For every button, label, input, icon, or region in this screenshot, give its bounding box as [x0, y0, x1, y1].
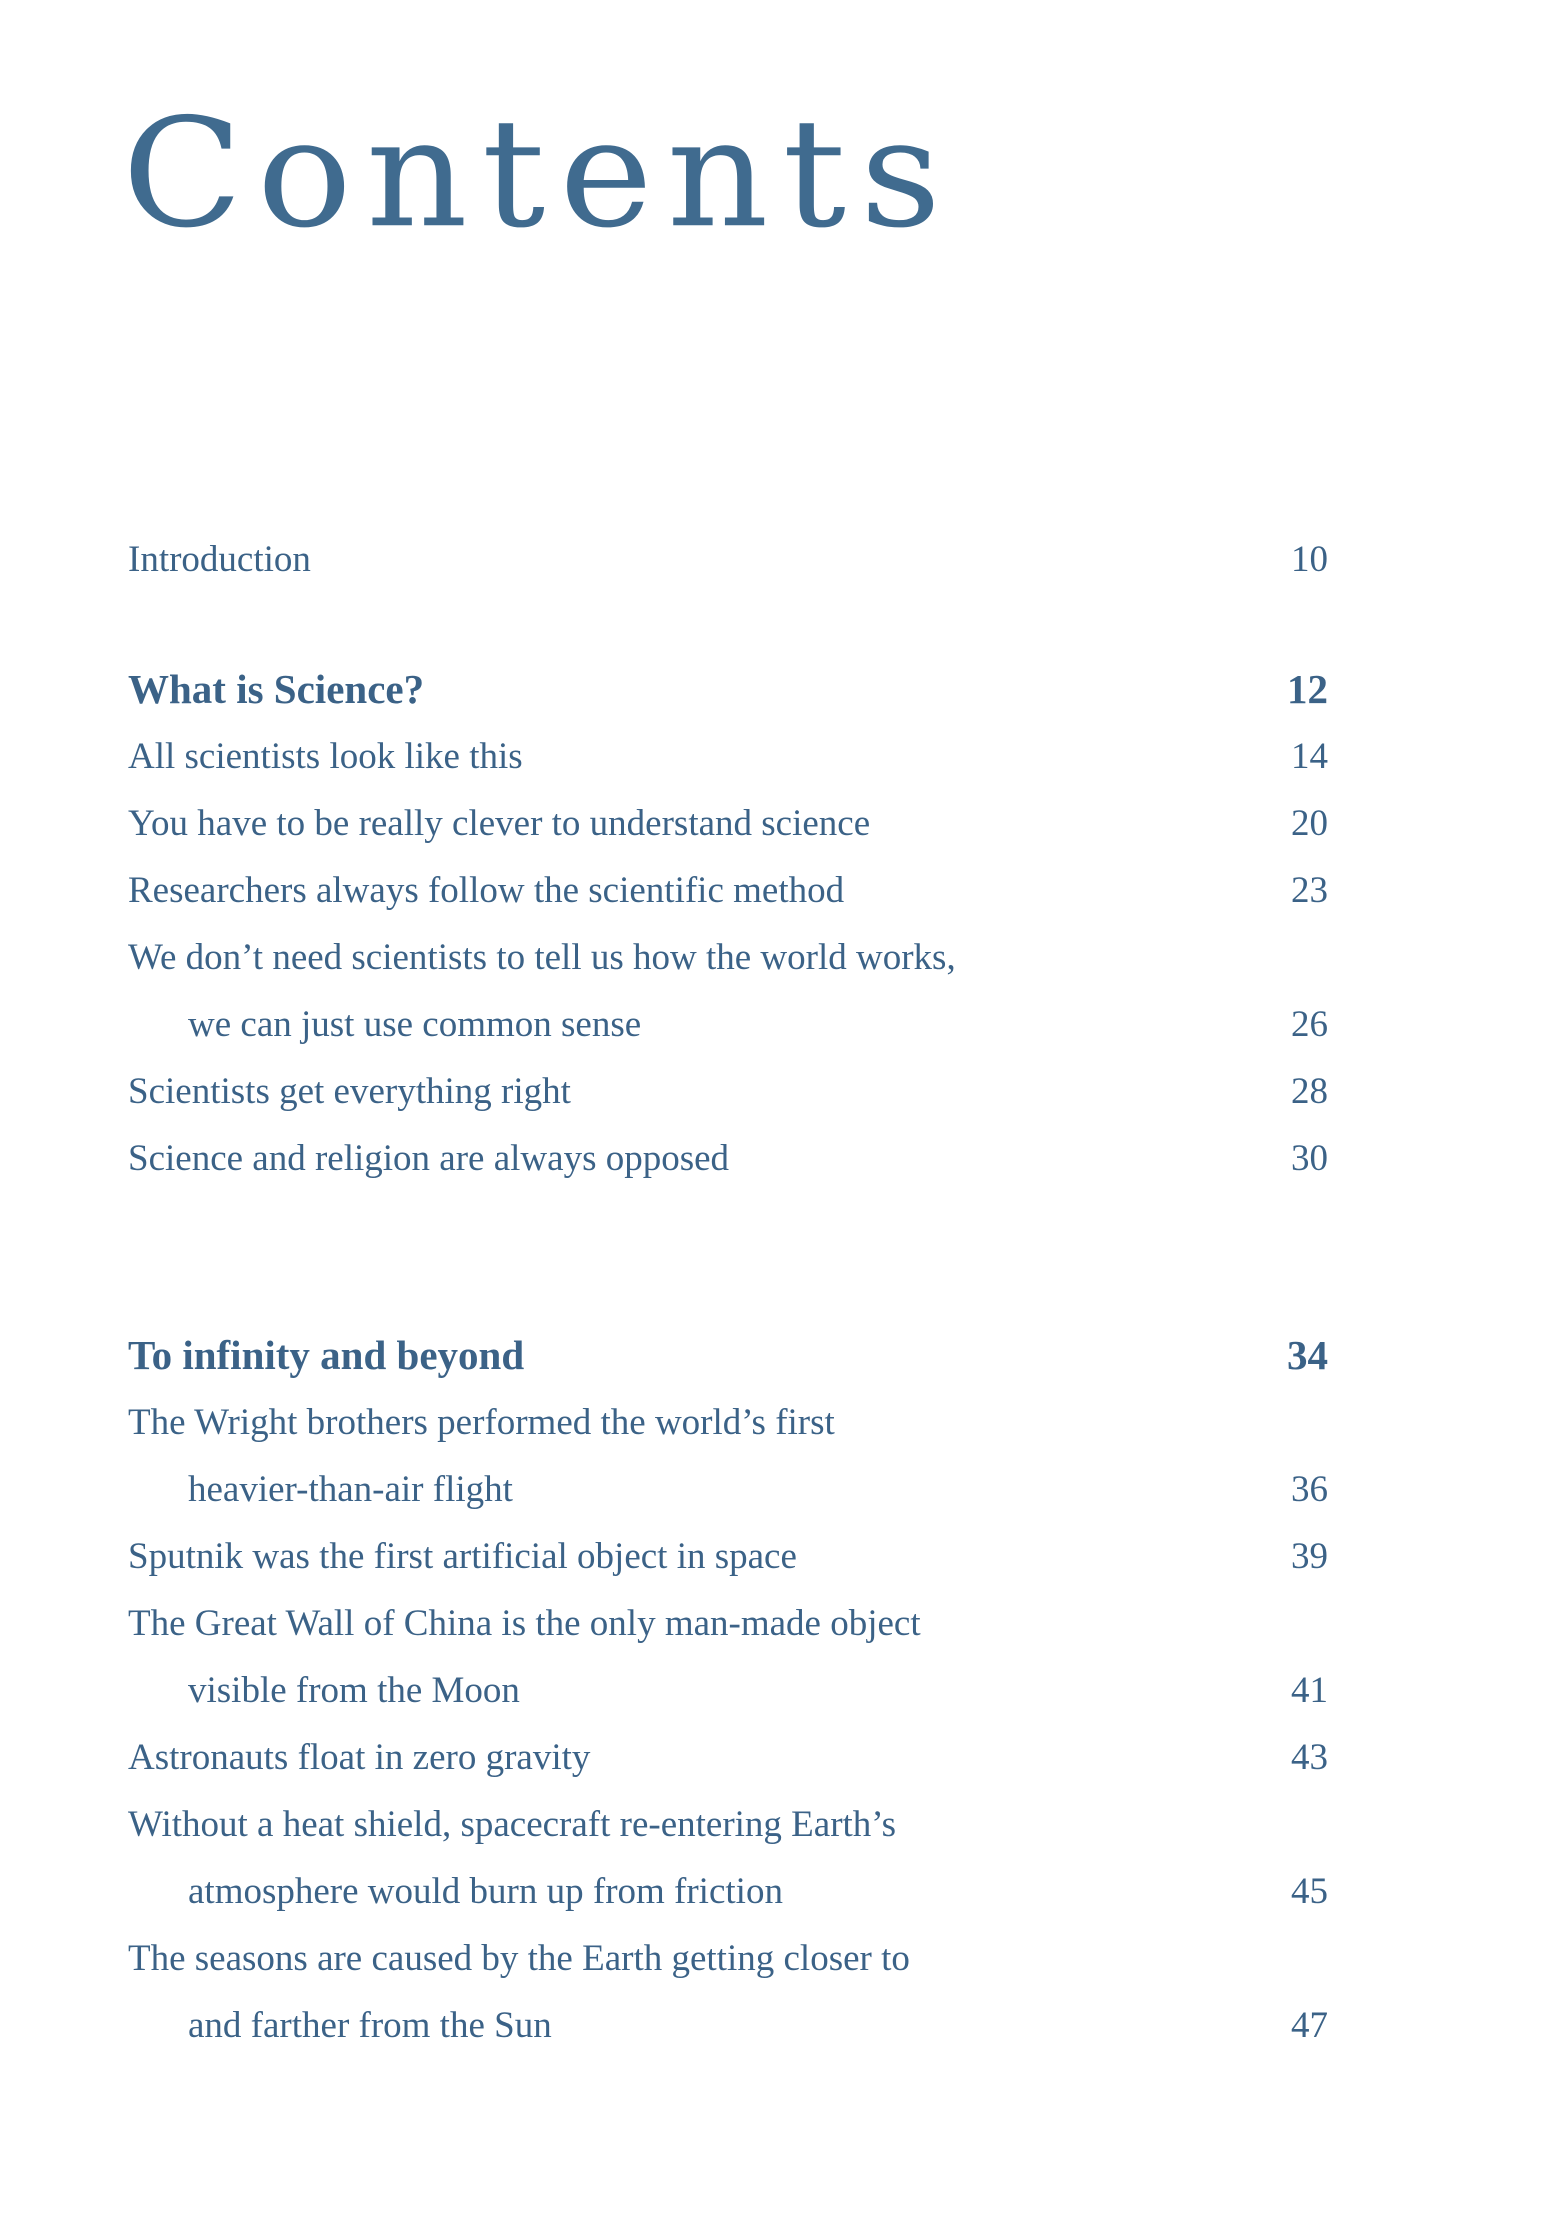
page-title: Contents: [122, 86, 956, 262]
entry-page: 45: [1291, 1871, 1328, 1912]
toc-entry-continuation[interactable]: [128, 1456, 1328, 1523]
entry-page: 20: [1291, 803, 1328, 844]
entry-page: 36: [1291, 1469, 1328, 1510]
toc-entry[interactable]: [128, 1389, 1328, 1456]
entry-title: Introduction: [128, 539, 311, 580]
toc-entry-continuation[interactable]: [128, 1858, 1328, 1925]
entry-title: The seasons are caused by the Earth getting closer to: [128, 1938, 910, 1979]
entry-page: 23: [1291, 870, 1328, 911]
entry-title: atmosphere would burn up from friction: [188, 1871, 783, 1912]
toc-entry[interactable]: [128, 857, 1328, 924]
entry-title: All scientists look like this: [128, 736, 523, 777]
section-page: 34: [1287, 1332, 1328, 1378]
toc-entry[interactable]: [128, 1724, 1328, 1791]
entry-title: visible from the Moon: [188, 1670, 520, 1711]
toc-entry[interactable]: [128, 1925, 1328, 1992]
entry-title: The Great Wall of China is the only man-made object: [128, 1603, 921, 1644]
toc-entry[interactable]: [128, 1590, 1328, 1657]
toc-entry[interactable]: [128, 1058, 1328, 1125]
entry-title: The Wright brothers performed the world’s first: [128, 1402, 835, 1443]
entry-title: we can just use common sense: [188, 1004, 642, 1045]
entry-page: 26: [1291, 1004, 1328, 1045]
toc-entry[interactable]: [128, 723, 1328, 790]
entry-title: Science and religion are always opposed: [128, 1138, 730, 1179]
entry-title: heavier-than-air flight: [188, 1469, 513, 1510]
entry-page: 14: [1291, 736, 1328, 777]
entry-page: 10: [1291, 539, 1328, 580]
toc-entry[interactable]: [128, 1523, 1328, 1590]
toc-entry-continuation[interactable]: [128, 991, 1328, 1058]
entry-title: We don’t need scientists to tell us how the world works,: [128, 937, 956, 978]
entry-page: 43: [1291, 1737, 1328, 1778]
toc-entry-introduction[interactable]: [128, 526, 1328, 593]
entry-title: and farther from the Sun: [188, 2005, 552, 2046]
toc-entry[interactable]: [128, 790, 1328, 857]
entry-title: Researchers always follow the scientific method: [128, 870, 845, 911]
section-title: What is Science?: [128, 666, 425, 712]
toc-entry-continuation[interactable]: [128, 1992, 1328, 2059]
entry-page: 30: [1291, 1138, 1328, 1179]
entry-page: 39: [1291, 1536, 1328, 1577]
entry-page: 47: [1291, 2005, 1328, 2046]
entry-title: You have to be really clever to understand science: [128, 803, 871, 844]
table-of-contents: [128, 526, 1328, 2059]
section-title: To infinity and beyond: [128, 1332, 525, 1378]
toc-entry[interactable]: [128, 1125, 1328, 1192]
toc-entry-continuation[interactable]: [128, 1657, 1328, 1724]
entry-title: Sputnik was the first artificial object in space: [128, 1536, 797, 1577]
section-page: 12: [1287, 666, 1328, 712]
entry-page: 28: [1291, 1071, 1328, 1112]
entry-title: Without a heat shield, spacecraft re-entering Earth’s: [128, 1804, 896, 1845]
toc-entry[interactable]: [128, 924, 1328, 991]
section-heading[interactable]: [128, 656, 1328, 723]
entry-title: Scientists get everything right: [128, 1071, 571, 1112]
toc-entry[interactable]: [128, 1791, 1328, 1858]
entry-title: Astronauts float in zero gravity: [128, 1737, 591, 1778]
entry-page: 41: [1291, 1670, 1328, 1711]
section-heading[interactable]: [128, 1322, 1328, 1389]
